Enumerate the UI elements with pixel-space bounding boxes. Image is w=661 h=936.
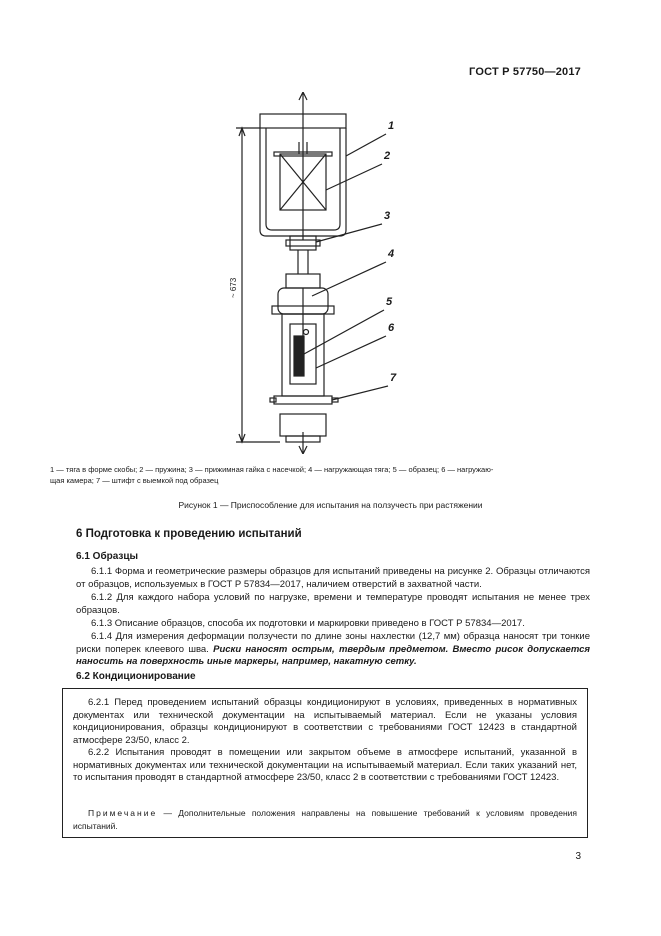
page-number: 3 [575,851,581,862]
figure-legend [50,464,610,486]
figure-caption: Рисунок 1 — Приспособление для испытания на ползучесть при растяжении [178,500,483,510]
dimension-label: ~ 673 [229,277,238,298]
callout-6: 6 [388,322,395,334]
legend-line: 1 — тяга в форме скобы; 2 — пружина; 3 — прижимная гайка с насечкой; 4 — нагружающая тяга; 5 — образец; 6 — нагружаю- [50,465,494,474]
callout-1: 1 [388,120,395,132]
standard-code: ГОСТ Р 57750—2017 [469,66,581,78]
fixture-drawing [220,92,420,454]
callout-3: 3 [384,210,391,222]
conditioning-box [62,688,588,838]
subsection-title-6-2: 6.2 Кондиционирование [76,671,196,682]
subsection-title-6-1: 6.1 Образцы [76,551,139,562]
figure-1 [220,92,420,454]
callout-7: 7 [390,372,397,384]
section-title: 6 Подготовка к проведению испытаний [76,528,302,540]
paragraph-6-2-2: 6.2.2 Испытания проводят в помещении или закрытом объеме в атмосфере испытаний, указанной в нормативных документах или технической документации на испытываемый материал. Если таких указаний нет, то испытания проводят в стандартной атмосфере 23/50, класс 2 в соответствии с требованиями ГОСТ 12423. [73,747,577,783]
paragraph-6-1-4 [76,631,590,669]
note-text: — Дополнительные положения направлены на повышение требований к условиям проведения испытаний. [73,808,577,831]
paragraph-6-1-1: 6.1.1 Форма и геометрические размеры образцов для испытаний приведены на рисунке 2. Образцы отличаются от образцов, используемых в ГОСТ Р 57834—2017, наличием отверстий в захватной части. [76,566,590,590]
callout-2: 2 [384,150,391,162]
paragraph-emphasis: Риски наносят острым, твердым предметом. Вместо рисок допускается наносить на поверхность иные маркеры, например, накатную сетку. [76,643,591,667]
callout-4: 4 [388,248,395,260]
note [73,807,577,832]
note-label: Примечание [88,808,158,818]
paragraph-6-2-1: 6.2.1 Перед проведением испытаний образцы кондиционируют в условиях, приведенных в нормативных документах или технической документации на испытываемый материал. Если не указаны условия кондиционирования, образцы кондиционируют в соответствии с требованиями ГОСТ 12423 в стандартной атмосфере 23/50, класс 2. [73,697,577,746]
paragraph-text: 6.1.4 Для измерения деформации ползучести по длине зоны нахлестки (12,7 мм) образца наносят три тонкие риски поперек клеевого шва. [76,631,590,655]
paragraph-6-1-3: 6.1.3 Описание образцов, способа их подготовки и маркировки приведено в ГОСТ Р 57834—2017. [91,618,525,629]
paragraph-6-1-2: 6.1.2 Для каждого набора условий по нагрузке, времени и температуре проводят испытания не менее трех образцов. [76,592,590,616]
callout-5: 5 [386,296,393,308]
legend-line: щая камера; 7 — штифт с выемкой под образец [50,476,219,485]
